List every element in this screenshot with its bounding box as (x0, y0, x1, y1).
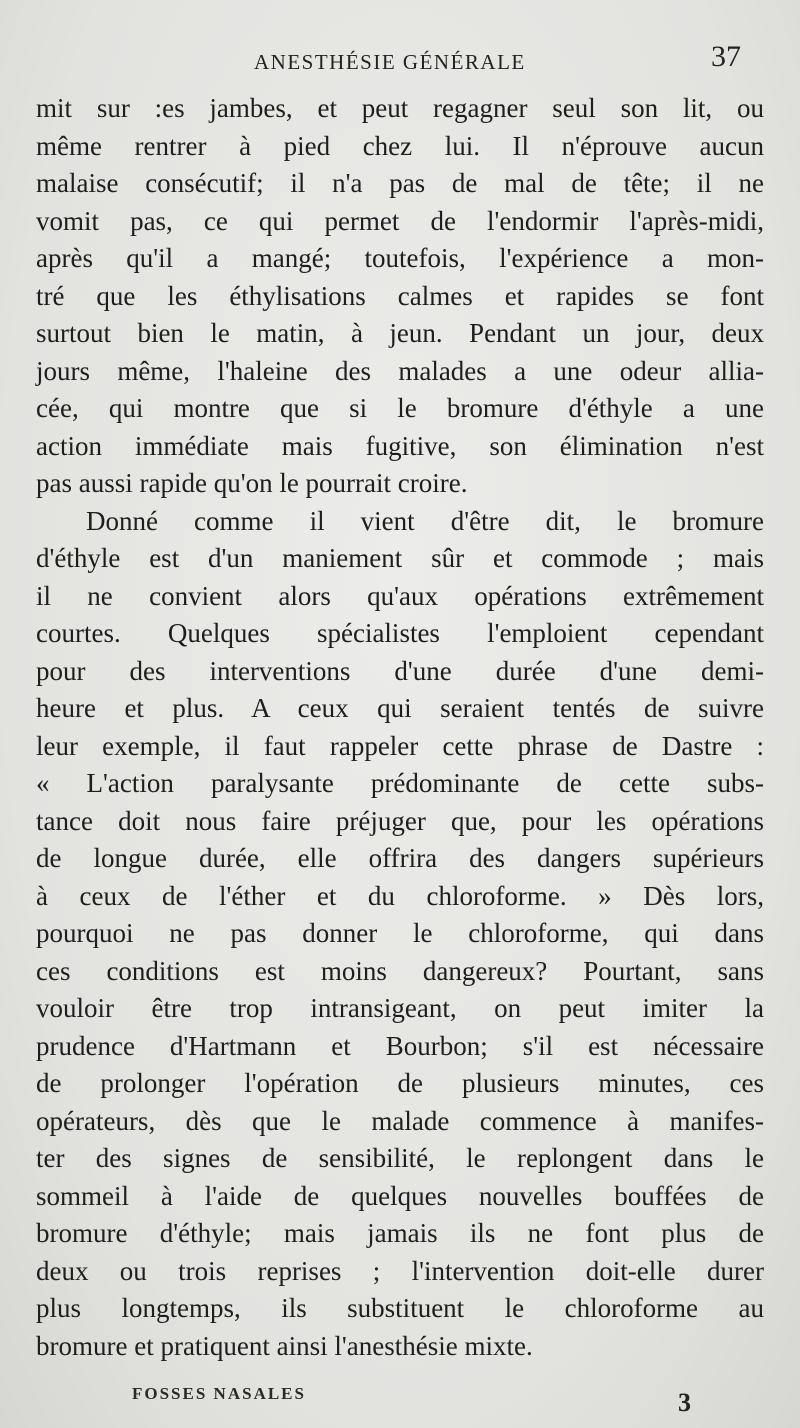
paragraph-end-line: pas aussi rapide qu'on le pourrait croire. (36, 468, 468, 498)
text-line: mit sur :es jambes, et peut regagner seul son lit, ou (36, 93, 764, 123)
text-line: cée, qui montre que si le bromure d'éthyle a une (36, 393, 764, 423)
text-line: plus longtemps, ils substituent le chloroforme au (36, 1293, 764, 1323)
running-title: ANESTHÉSIE GÉNÉRALE (254, 50, 526, 74)
text-line: prudence d'Hartmann et Bourbon; s'il est nécessaire (36, 1030, 764, 1061)
text-line: tré que les éthylisations calmes et rapides se font (36, 280, 764, 311)
text-line: de prolonger l'opération de plusieurs minutes, ces (36, 1068, 764, 1098)
text-line: courtes. Quelques spécialistes l'emploient cependant (36, 618, 764, 648)
signature-number: 3 (678, 1388, 691, 1417)
text-line: opérateurs, dès que le malade commence à manifes- (36, 1105, 764, 1136)
text-line: « L'action paralysante prédominante de cette subs- (36, 768, 764, 798)
page-footer (0, 1376, 800, 1420)
signature-title: FOSSES NASALES (132, 1384, 306, 1403)
text-line: pour des interventions d'une durée d'une demi- (36, 655, 764, 686)
body-text (36, 90, 764, 1365)
text-line: tance doit nous faire préjuger que, pour les opérations (36, 805, 764, 836)
text-line: ces conditions est moins dangereux? Pourtant, sans (36, 955, 764, 986)
text-line: il ne convient alors qu'aux opérations extrêmement (36, 580, 764, 611)
text-line: après qu'il a mangé; toutefois, l'expérience a mon- (36, 243, 764, 273)
paragraph-end-line: bromure et pratiquent ainsi l'anesthésie mixte. (36, 1330, 533, 1361)
text-line: action immédiate mais fugitive, son élimination n'est (36, 430, 764, 461)
text-line: ter des signes de sensibilité, le replongent dans le (36, 1143, 764, 1173)
text-line: même rentrer à pied chez lui. Il n'éprouve aucun (36, 130, 764, 161)
text-line: pourquoi ne pas donner le chloroforme, qui dans (36, 918, 764, 948)
text-line: jours même, l'haleine des malades a une odeur allia- (36, 355, 764, 386)
paragraph-start-line: Donné comme il vient d'être dit, le bromure (86, 505, 764, 536)
text-line: sommeil à l'aide de quelques nouvelles bouffées de (36, 1180, 764, 1211)
text-line: deux ou trois reprises ; l'intervention doit-elle durer (36, 1255, 764, 1286)
running-head (0, 40, 800, 80)
page-number: 37 (711, 40, 741, 73)
text-line: vomit pas, ce qui permet de l'endormir l'après-midi, (36, 205, 764, 236)
text-line: leur exemple, il faut rappeler cette phrase de Dastre : (36, 730, 764, 761)
text-line: de longue durée, elle offrira des dangers supérieurs (36, 843, 764, 873)
text-line: surtout bien le matin, à jeun. Pendant un jour, deux (36, 318, 764, 348)
text-line: bromure d'éthyle; mais jamais ils ne font plus de (36, 1218, 764, 1248)
text-line: à ceux de l'éther et du chloroforme. » Dès lors, (36, 880, 764, 911)
text-line: vouloir être trop intransigeant, on peut imiter la (36, 993, 764, 1023)
text-line: d'éthyle est d'un maniement sûr et commode ; mais (36, 543, 764, 573)
text-line: malaise consécutif; il n'a pas de mal de tête; il ne (36, 168, 764, 198)
text-line: heure et plus. A ceux qui seraient tentés de suivre (36, 693, 764, 723)
